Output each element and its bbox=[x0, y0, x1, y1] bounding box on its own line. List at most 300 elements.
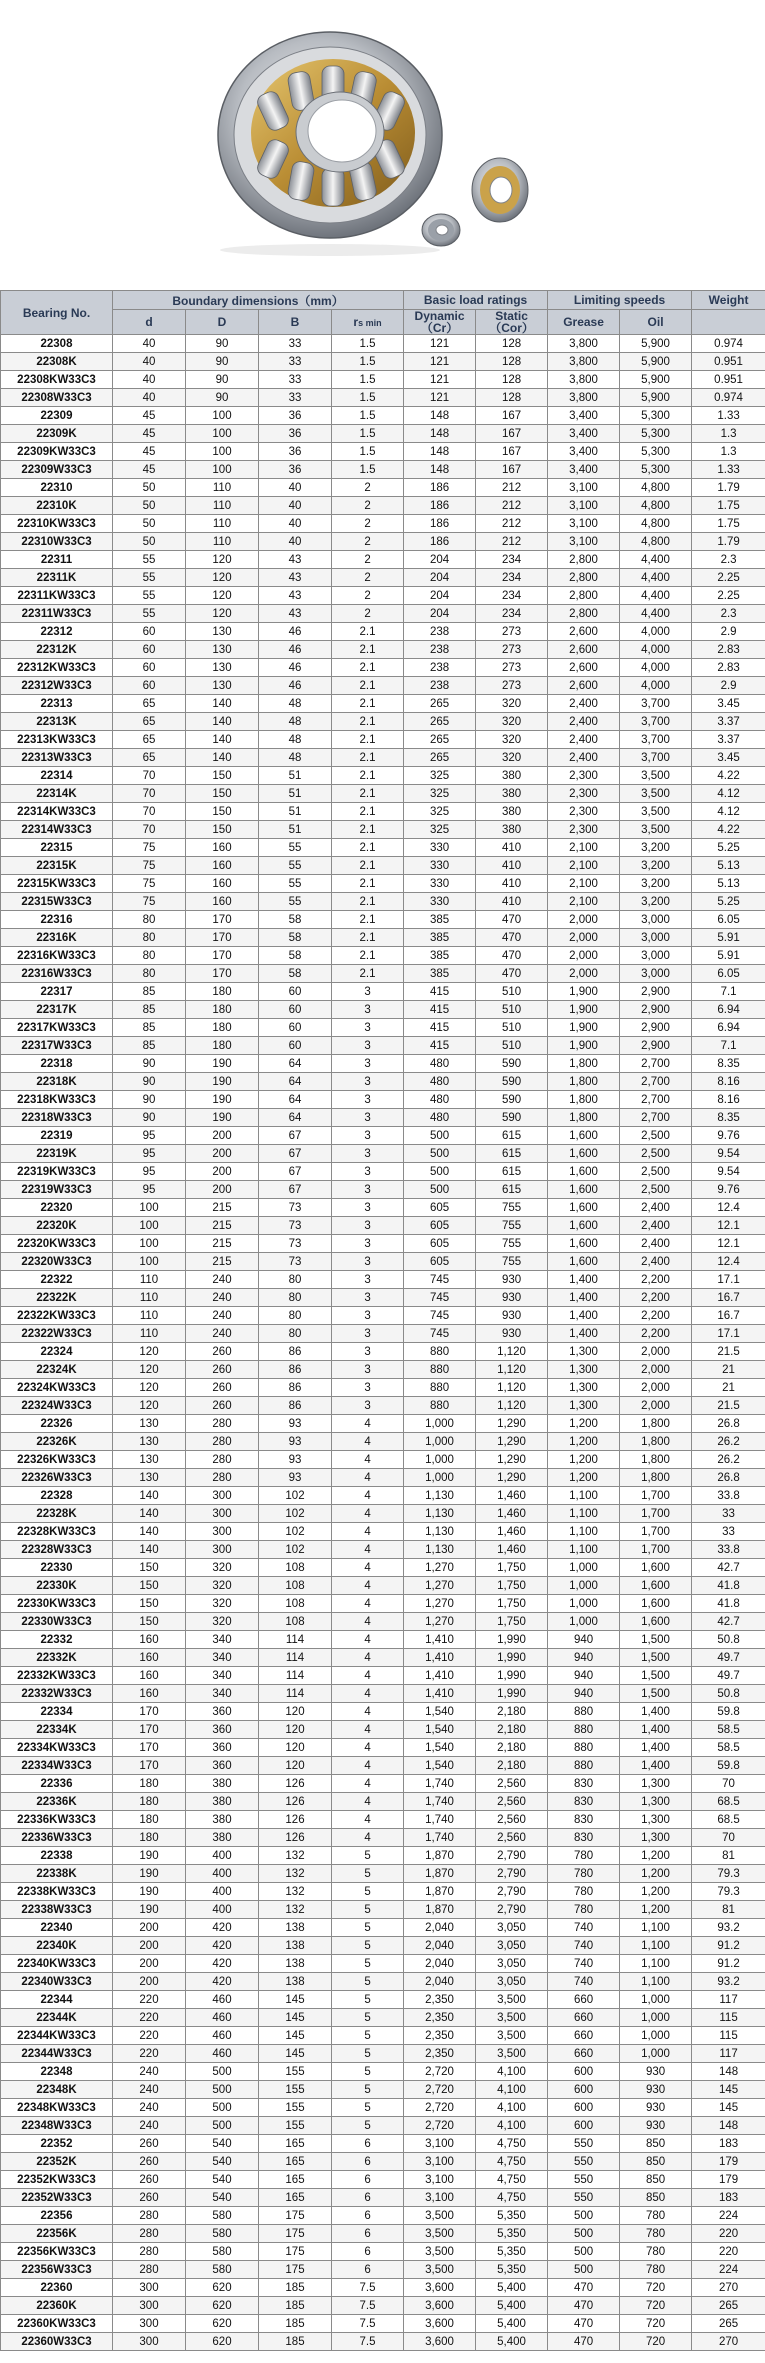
weight-cell: 265 bbox=[692, 2297, 765, 2315]
rs-min-cell: 4 bbox=[332, 1685, 404, 1703]
col-group-speed: Limiting speeds bbox=[548, 291, 692, 310]
B-cell: 58 bbox=[259, 929, 332, 947]
B-cell: 36 bbox=[259, 443, 332, 461]
table-row bbox=[1, 857, 765, 875]
B-cell: 185 bbox=[259, 2279, 332, 2297]
medium-bearing-graphic bbox=[472, 158, 528, 222]
weight-cell: 9.54 bbox=[692, 1145, 765, 1163]
static-cell: 5,400 bbox=[476, 2297, 548, 2315]
static-cell: 380 bbox=[476, 821, 548, 839]
oil-cell: 4,000 bbox=[620, 623, 692, 641]
weight-cell: 17.1 bbox=[692, 1325, 765, 1343]
B-cell: 108 bbox=[259, 1577, 332, 1595]
grease-cell: 1,000 bbox=[548, 1595, 620, 1613]
D-cell: 190 bbox=[186, 1091, 259, 1109]
rs-min-cell: 6 bbox=[332, 2243, 404, 2261]
bearing-no-cell: 22326W33C3 bbox=[1, 1469, 113, 1487]
weight-cell: 93.2 bbox=[692, 1919, 765, 1937]
oil-cell: 4,400 bbox=[620, 569, 692, 587]
B-cell: 40 bbox=[259, 515, 332, 533]
static-cell: 320 bbox=[476, 731, 548, 749]
table-row bbox=[1, 1739, 765, 1757]
table-row bbox=[1, 1199, 765, 1217]
dynamic-cell: 2,720 bbox=[404, 2063, 476, 2081]
d-cell: 260 bbox=[113, 2153, 186, 2171]
d-cell: 300 bbox=[113, 2315, 186, 2333]
B-cell: 175 bbox=[259, 2225, 332, 2243]
bearing-no-cell: 22338KW33C3 bbox=[1, 1883, 113, 1901]
table-row bbox=[1, 1451, 765, 1469]
B-cell: 36 bbox=[259, 461, 332, 479]
oil-cell: 4,800 bbox=[620, 515, 692, 533]
oil-cell: 5,900 bbox=[620, 353, 692, 371]
dynamic-cell: 330 bbox=[404, 857, 476, 875]
D-cell: 360 bbox=[186, 1721, 259, 1739]
grease-cell: 500 bbox=[548, 2207, 620, 2225]
oil-cell: 1,200 bbox=[620, 1847, 692, 1865]
rs-min-cell: 4 bbox=[332, 1703, 404, 1721]
grease-cell: 600 bbox=[548, 2117, 620, 2135]
B-cell: 60 bbox=[259, 1001, 332, 1019]
grease-cell: 830 bbox=[548, 1829, 620, 1847]
D-cell: 130 bbox=[186, 677, 259, 695]
table-row bbox=[1, 1217, 765, 1235]
dynamic-cell: 2,040 bbox=[404, 1937, 476, 1955]
grease-cell: 880 bbox=[548, 1703, 620, 1721]
static-cell: 755 bbox=[476, 1217, 548, 1235]
oil-cell: 1,000 bbox=[620, 2045, 692, 2063]
D-cell: 140 bbox=[186, 749, 259, 767]
table-row bbox=[1, 767, 765, 785]
D-cell: 110 bbox=[186, 533, 259, 551]
bearing-no-cell: 22336 bbox=[1, 1775, 113, 1793]
rs-min-cell: 5 bbox=[332, 2099, 404, 2117]
B-cell: 58 bbox=[259, 965, 332, 983]
grease-cell: 500 bbox=[548, 2243, 620, 2261]
B-cell: 102 bbox=[259, 1523, 332, 1541]
weight-cell: 117 bbox=[692, 2045, 765, 2063]
oil-cell: 4,000 bbox=[620, 641, 692, 659]
static-cell: 615 bbox=[476, 1163, 548, 1181]
dynamic-cell: 1,540 bbox=[404, 1703, 476, 1721]
oil-cell: 930 bbox=[620, 2117, 692, 2135]
rs-min-cell: 7.5 bbox=[332, 2333, 404, 2351]
d-cell: 170 bbox=[113, 1703, 186, 1721]
bearing-no-cell: 22324W33C3 bbox=[1, 1397, 113, 1415]
table-row bbox=[1, 443, 765, 461]
table-row bbox=[1, 1001, 765, 1019]
oil-cell: 780 bbox=[620, 2207, 692, 2225]
rs-min-cell: 3 bbox=[332, 1019, 404, 1037]
bearing-no-cell: 22311K bbox=[1, 569, 113, 587]
rs-min-cell: 5 bbox=[332, 2081, 404, 2099]
grease-cell: 1,300 bbox=[548, 1379, 620, 1397]
d-cell: 75 bbox=[113, 893, 186, 911]
B-cell: 102 bbox=[259, 1505, 332, 1523]
static-cell: 234 bbox=[476, 605, 548, 623]
grease-cell: 2,600 bbox=[548, 641, 620, 659]
bearing-no-cell: 22314 bbox=[1, 767, 113, 785]
dynamic-cell: 325 bbox=[404, 821, 476, 839]
grease-cell: 2,000 bbox=[548, 929, 620, 947]
table-row bbox=[1, 1487, 765, 1505]
D-cell: 380 bbox=[186, 1829, 259, 1847]
bearing-no-cell: 22332 bbox=[1, 1631, 113, 1649]
rs-min-cell: 2.1 bbox=[332, 965, 404, 983]
weight-cell: 68.5 bbox=[692, 1793, 765, 1811]
D-cell: 260 bbox=[186, 1343, 259, 1361]
d-cell: 65 bbox=[113, 749, 186, 767]
bearing-no-cell: 22360 bbox=[1, 2279, 113, 2297]
static-cell: 5,400 bbox=[476, 2333, 548, 2351]
B-cell: 86 bbox=[259, 1379, 332, 1397]
static-cell: 615 bbox=[476, 1145, 548, 1163]
D-cell: 500 bbox=[186, 2117, 259, 2135]
dynamic-cell: 385 bbox=[404, 965, 476, 983]
bearing-no-cell: 22308K bbox=[1, 353, 113, 371]
d-cell: 180 bbox=[113, 1775, 186, 1793]
dynamic-cell: 415 bbox=[404, 1019, 476, 1037]
d-cell: 140 bbox=[113, 1541, 186, 1559]
dynamic-cell: 1,270 bbox=[404, 1559, 476, 1577]
dynamic-cell: 605 bbox=[404, 1217, 476, 1235]
d-cell: 220 bbox=[113, 2027, 186, 2045]
D-cell: 320 bbox=[186, 1559, 259, 1577]
dynamic-cell: 880 bbox=[404, 1361, 476, 1379]
table-row bbox=[1, 1703, 765, 1721]
weight-cell: 59.8 bbox=[692, 1757, 765, 1775]
grease-cell: 780 bbox=[548, 1883, 620, 1901]
bearing-no-cell: 22311W33C3 bbox=[1, 605, 113, 623]
rs-min-cell: 2.1 bbox=[332, 767, 404, 785]
grease-cell: 1,000 bbox=[548, 1577, 620, 1595]
static-cell: 5,400 bbox=[476, 2315, 548, 2333]
bearing-no-cell: 22330KW33C3 bbox=[1, 1595, 113, 1613]
table-row bbox=[1, 1649, 765, 1667]
oil-cell: 1,200 bbox=[620, 1883, 692, 1901]
B-cell: 67 bbox=[259, 1145, 332, 1163]
bearing-no-cell: 22352 bbox=[1, 2135, 113, 2153]
B-cell: 138 bbox=[259, 1919, 332, 1937]
oil-cell: 2,200 bbox=[620, 1271, 692, 1289]
bearing-no-cell: 22312KW33C3 bbox=[1, 659, 113, 677]
bearing-no-cell: 22344KW33C3 bbox=[1, 2027, 113, 2045]
col-oil: Oil bbox=[620, 310, 692, 335]
oil-cell: 1,700 bbox=[620, 1541, 692, 1559]
bearing-no-cell: 22315K bbox=[1, 857, 113, 875]
B-cell: 185 bbox=[259, 2315, 332, 2333]
bearing-spec-table bbox=[0, 290, 765, 2351]
rs-min-cell: 6 bbox=[332, 2153, 404, 2171]
grease-cell: 1,400 bbox=[548, 1325, 620, 1343]
static-cell: 510 bbox=[476, 983, 548, 1001]
bearing-no-cell: 22338K bbox=[1, 1865, 113, 1883]
dynamic-cell: 880 bbox=[404, 1397, 476, 1415]
static-cell: 1,290 bbox=[476, 1415, 548, 1433]
grease-cell: 1,800 bbox=[548, 1109, 620, 1127]
rs-min-cell: 4 bbox=[332, 1757, 404, 1775]
static-label: Static bbox=[495, 309, 528, 323]
bearing-no-cell: 22328W33C3 bbox=[1, 1541, 113, 1559]
bearing-no-cell: 22360W33C3 bbox=[1, 2333, 113, 2351]
B-cell: 102 bbox=[259, 1487, 332, 1505]
d-cell: 170 bbox=[113, 1739, 186, 1757]
D-cell: 200 bbox=[186, 1127, 259, 1145]
bearing-no-cell: 22330W33C3 bbox=[1, 1613, 113, 1631]
weight-cell: 224 bbox=[692, 2207, 765, 2225]
oil-cell: 1,300 bbox=[620, 1829, 692, 1847]
B-cell: 155 bbox=[259, 2117, 332, 2135]
B-cell: 60 bbox=[259, 1037, 332, 1055]
static-cell: 273 bbox=[476, 641, 548, 659]
d-cell: 190 bbox=[113, 1901, 186, 1919]
table-row bbox=[1, 2315, 765, 2333]
d-cell: 160 bbox=[113, 1667, 186, 1685]
rs-min-cell: 2.1 bbox=[332, 875, 404, 893]
rs-min-cell: 3 bbox=[332, 1397, 404, 1415]
grease-cell: 550 bbox=[548, 2153, 620, 2171]
D-cell: 400 bbox=[186, 1865, 259, 1883]
static-cell: 470 bbox=[476, 947, 548, 965]
oil-cell: 2,900 bbox=[620, 1037, 692, 1055]
D-cell: 150 bbox=[186, 803, 259, 821]
d-cell: 130 bbox=[113, 1433, 186, 1451]
grease-cell: 470 bbox=[548, 2315, 620, 2333]
bearing-no-cell: 22356K bbox=[1, 2225, 113, 2243]
dynamic-cell: 480 bbox=[404, 1109, 476, 1127]
dynamic-cell: 1,740 bbox=[404, 1793, 476, 1811]
grease-cell: 550 bbox=[548, 2171, 620, 2189]
dynamic-cell: 3,500 bbox=[404, 2207, 476, 2225]
static-cell: 510 bbox=[476, 1019, 548, 1037]
dynamic-cell: 3,100 bbox=[404, 2153, 476, 2171]
table-row bbox=[1, 1793, 765, 1811]
B-cell: 80 bbox=[259, 1271, 332, 1289]
dynamic-cell: 1,130 bbox=[404, 1487, 476, 1505]
D-cell: 170 bbox=[186, 965, 259, 983]
table-row bbox=[1, 983, 765, 1001]
static-cell: 320 bbox=[476, 695, 548, 713]
d-cell: 95 bbox=[113, 1127, 186, 1145]
static-cell: 4,750 bbox=[476, 2171, 548, 2189]
table-row bbox=[1, 641, 765, 659]
d-cell: 180 bbox=[113, 1811, 186, 1829]
d-cell: 85 bbox=[113, 1019, 186, 1037]
rs-min-cell: 4 bbox=[332, 1433, 404, 1451]
dynamic-cell: 1,870 bbox=[404, 1883, 476, 1901]
oil-cell: 1,400 bbox=[620, 1757, 692, 1775]
grease-cell: 2,600 bbox=[548, 623, 620, 641]
weight-cell: 6.94 bbox=[692, 1001, 765, 1019]
bearing-no-cell: 22316W33C3 bbox=[1, 965, 113, 983]
rs-min-cell: 1.5 bbox=[332, 461, 404, 479]
d-cell: 40 bbox=[113, 335, 186, 353]
rs-min-cell: 4 bbox=[332, 1721, 404, 1739]
static-cell: 320 bbox=[476, 713, 548, 731]
D-cell: 170 bbox=[186, 929, 259, 947]
D-cell: 500 bbox=[186, 2081, 259, 2099]
D-cell: 360 bbox=[186, 1703, 259, 1721]
D-cell: 580 bbox=[186, 2261, 259, 2279]
rs-min-cell: 6 bbox=[332, 2261, 404, 2279]
B-cell: 86 bbox=[259, 1361, 332, 1379]
dynamic-cell: 2,720 bbox=[404, 2099, 476, 2117]
bearing-no-cell: 22313 bbox=[1, 695, 113, 713]
oil-cell: 3,000 bbox=[620, 965, 692, 983]
oil-cell: 2,900 bbox=[620, 1019, 692, 1037]
d-cell: 70 bbox=[113, 803, 186, 821]
table-row bbox=[1, 1991, 765, 2009]
weight-cell: 183 bbox=[692, 2135, 765, 2153]
B-cell: 93 bbox=[259, 1415, 332, 1433]
table-row bbox=[1, 1271, 765, 1289]
rs-min-cell: 5 bbox=[332, 1847, 404, 1865]
rs-min-cell: 4 bbox=[332, 1829, 404, 1847]
rs-min-cell: 3 bbox=[332, 1325, 404, 1343]
static-cell: 1,460 bbox=[476, 1505, 548, 1523]
d-cell: 240 bbox=[113, 2117, 186, 2135]
grease-cell: 2,800 bbox=[548, 569, 620, 587]
B-cell: 40 bbox=[259, 497, 332, 515]
weight-cell: 58.5 bbox=[692, 1721, 765, 1739]
static-cell: 930 bbox=[476, 1307, 548, 1325]
oil-cell: 1,100 bbox=[620, 1973, 692, 1991]
rs-min-cell: 2.1 bbox=[332, 641, 404, 659]
static-cell: 1,120 bbox=[476, 1397, 548, 1415]
bearing-no-cell: 22311 bbox=[1, 551, 113, 569]
bearing-no-cell: 22334 bbox=[1, 1703, 113, 1721]
bearing-no-cell: 22318K bbox=[1, 1073, 113, 1091]
bearing-no-cell: 22312K bbox=[1, 641, 113, 659]
dynamic-cell: 2,040 bbox=[404, 1919, 476, 1937]
oil-cell: 4,800 bbox=[620, 479, 692, 497]
dynamic-cell: 204 bbox=[404, 587, 476, 605]
B-cell: 175 bbox=[259, 2207, 332, 2225]
grease-cell: 660 bbox=[548, 1991, 620, 2009]
dynamic-cell: 500 bbox=[404, 1181, 476, 1199]
weight-cell: 21 bbox=[692, 1361, 765, 1379]
D-cell: 215 bbox=[186, 1199, 259, 1217]
dynamic-cell: 204 bbox=[404, 551, 476, 569]
B-cell: 67 bbox=[259, 1127, 332, 1145]
B-cell: 108 bbox=[259, 1595, 332, 1613]
B-cell: 114 bbox=[259, 1649, 332, 1667]
table-row bbox=[1, 821, 765, 839]
oil-cell: 1,500 bbox=[620, 1667, 692, 1685]
bearing-no-cell: 22344 bbox=[1, 1991, 113, 2009]
bearing-no-cell: 22336KW33C3 bbox=[1, 1811, 113, 1829]
static-cell: 470 bbox=[476, 929, 548, 947]
static-cell: 2,790 bbox=[476, 1847, 548, 1865]
weight-cell: 3.45 bbox=[692, 695, 765, 713]
dynamic-cell: 2,350 bbox=[404, 1991, 476, 2009]
rs-min-cell: 5 bbox=[332, 1901, 404, 1919]
oil-cell: 780 bbox=[620, 2225, 692, 2243]
weight-cell: 5.25 bbox=[692, 893, 765, 911]
weight-cell: 81 bbox=[692, 1901, 765, 1919]
rs-min-cell: 4 bbox=[332, 1487, 404, 1505]
D-cell: 130 bbox=[186, 641, 259, 659]
d-cell: 40 bbox=[113, 389, 186, 407]
table-row bbox=[1, 1091, 765, 1109]
col-bearing-no: Bearing No. bbox=[1, 291, 113, 335]
bearing-no-cell: 22317K bbox=[1, 1001, 113, 1019]
D-cell: 280 bbox=[186, 1469, 259, 1487]
d-cell: 90 bbox=[113, 1073, 186, 1091]
D-cell: 420 bbox=[186, 1973, 259, 1991]
dynamic-cell: 3,100 bbox=[404, 2171, 476, 2189]
B-cell: 126 bbox=[259, 1793, 332, 1811]
d-cell: 280 bbox=[113, 2207, 186, 2225]
table-row bbox=[1, 1559, 765, 1577]
D-cell: 240 bbox=[186, 1289, 259, 1307]
table-row bbox=[1, 2297, 765, 2315]
bearing-no-cell: 22336W33C3 bbox=[1, 1829, 113, 1847]
bearing-no-cell: 22314K bbox=[1, 785, 113, 803]
weight-cell: 183 bbox=[692, 2189, 765, 2207]
B-cell: 175 bbox=[259, 2261, 332, 2279]
grease-cell: 600 bbox=[548, 2099, 620, 2117]
table-row bbox=[1, 551, 765, 569]
B-cell: 120 bbox=[259, 1739, 332, 1757]
B-cell: 145 bbox=[259, 2009, 332, 2027]
static-cell: 615 bbox=[476, 1127, 548, 1145]
D-cell: 170 bbox=[186, 947, 259, 965]
oil-cell: 2,700 bbox=[620, 1055, 692, 1073]
rs-min-cell: 2 bbox=[332, 605, 404, 623]
table-row bbox=[1, 695, 765, 713]
static-cell: 755 bbox=[476, 1199, 548, 1217]
table-row bbox=[1, 1235, 765, 1253]
B-cell: 33 bbox=[259, 389, 332, 407]
bearing-no-cell: 22356 bbox=[1, 2207, 113, 2225]
B-cell: 64 bbox=[259, 1073, 332, 1091]
d-cell: 150 bbox=[113, 1613, 186, 1631]
dynamic-cell: 186 bbox=[404, 533, 476, 551]
weight-cell: 0.974 bbox=[692, 335, 765, 353]
oil-cell: 5,900 bbox=[620, 389, 692, 407]
grease-cell: 1,800 bbox=[548, 1055, 620, 1073]
D-cell: 150 bbox=[186, 767, 259, 785]
D-cell: 130 bbox=[186, 623, 259, 641]
grease-cell: 880 bbox=[548, 1757, 620, 1775]
B-cell: 33 bbox=[259, 371, 332, 389]
static-cell: 3,500 bbox=[476, 2009, 548, 2027]
bearing-no-cell: 22328KW33C3 bbox=[1, 1523, 113, 1541]
rs-sub: s min bbox=[358, 317, 382, 328]
table-row bbox=[1, 1541, 765, 1559]
grease-cell: 2,400 bbox=[548, 713, 620, 731]
grease-cell: 3,100 bbox=[548, 515, 620, 533]
d-cell: 80 bbox=[113, 965, 186, 983]
grease-cell: 500 bbox=[548, 2225, 620, 2243]
dynamic-cell: 500 bbox=[404, 1127, 476, 1145]
weight-cell: 26.2 bbox=[692, 1451, 765, 1469]
rs-min-cell: 2 bbox=[332, 479, 404, 497]
D-cell: 200 bbox=[186, 1181, 259, 1199]
D-cell: 100 bbox=[186, 443, 259, 461]
oil-cell: 1,100 bbox=[620, 1937, 692, 1955]
d-cell: 75 bbox=[113, 875, 186, 893]
oil-cell: 3,500 bbox=[620, 821, 692, 839]
d-cell: 240 bbox=[113, 2063, 186, 2081]
dynamic-cell: 2,350 bbox=[404, 2045, 476, 2063]
dynamic-cell: 1,130 bbox=[404, 1523, 476, 1541]
bearing-no-cell: 22330K bbox=[1, 1577, 113, 1595]
dynamic-cell: 1,130 bbox=[404, 1541, 476, 1559]
table-row bbox=[1, 1919, 765, 1937]
d-cell: 70 bbox=[113, 767, 186, 785]
